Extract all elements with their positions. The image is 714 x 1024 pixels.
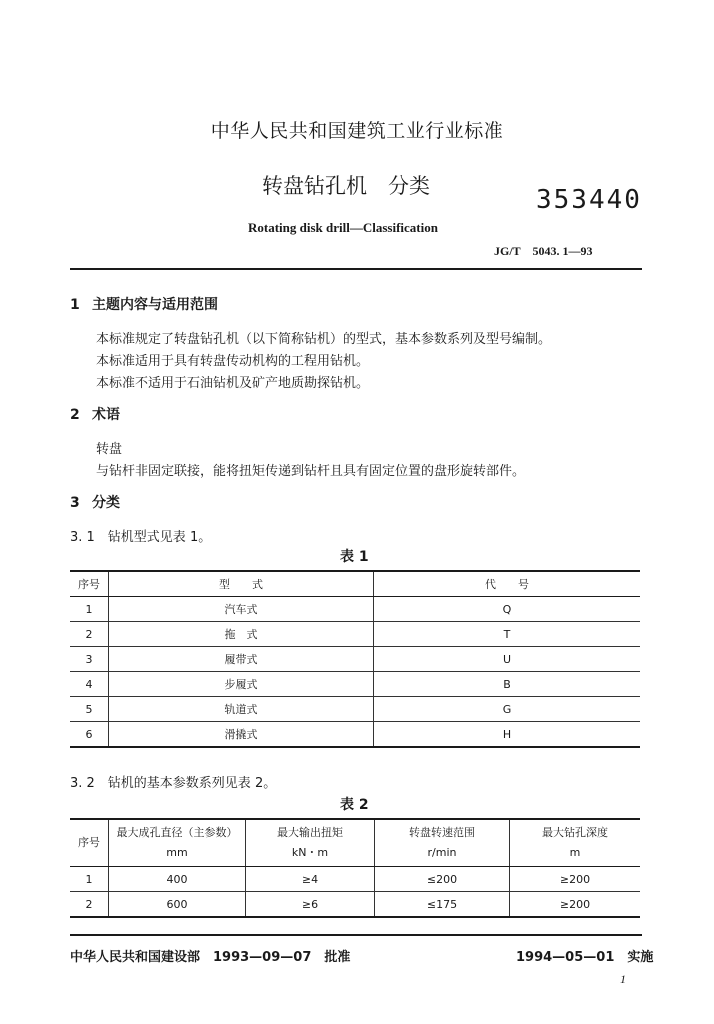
table-header-row: [70, 819, 640, 867]
section-1-paragraph: 本标准不适用于石油钻机及矿产地质勘探钻机。: [96, 376, 370, 391]
table-cell: H: [374, 722, 641, 748]
table-row: [70, 892, 640, 918]
section-1-title: 主题内容与适用范围: [92, 297, 218, 313]
table-cell: 滑撬式: [109, 722, 374, 748]
section-1-paragraph: 本标准规定了转盘钻孔机（以下简称钻机）的型式，基本参数系列及型号编制。: [96, 332, 552, 347]
table-1-caption: 表 1: [340, 549, 369, 565]
header-line: 转盘转速范围: [409, 826, 475, 839]
section-2-number: 2: [70, 407, 80, 423]
table-cell: G: [374, 697, 641, 722]
table-cell: ≤175: [375, 892, 510, 918]
header-unit: kN・m: [291, 846, 329, 859]
section-3-title: 分类: [92, 495, 120, 511]
table-cell: 400: [109, 867, 246, 892]
table-cell: T: [374, 622, 641, 647]
section-3-heading: [70, 492, 120, 512]
table-header-cell: 序号: [70, 571, 109, 597]
table-header-cell: [109, 819, 246, 867]
table-header-cell: [510, 819, 641, 867]
table-cell: 步履式: [109, 672, 374, 697]
table-cell: 3: [70, 647, 109, 672]
section-1-number: 1: [70, 297, 80, 313]
table-cell: 拖 式: [109, 622, 374, 647]
footer-issuer: 中华人民共和国建设部 1993—09—07 批准: [70, 950, 351, 965]
section-1-heading: [70, 294, 218, 314]
table-cell: 2: [70, 892, 109, 918]
document-title-cn: 转盘钻孔机 分类: [262, 174, 430, 198]
table-header-cell: [246, 819, 375, 867]
page-number: 1: [620, 972, 626, 986]
header-unit: mm: [166, 846, 188, 859]
section-3-number: 3: [70, 495, 80, 511]
table-header-row: [70, 571, 640, 597]
table-row: [70, 867, 640, 892]
table-cell: U: [374, 647, 641, 672]
table-cell: ≥200: [510, 867, 641, 892]
table-cell: 600: [109, 892, 246, 918]
header-line: 最大输出扭矩: [277, 826, 343, 839]
section-1-paragraph: 本标准适用于具有转盘传动机构的工程用钻机。: [96, 354, 370, 369]
section-2-title: 术语: [92, 407, 120, 423]
table-row: [70, 697, 640, 722]
footer-divider: [70, 934, 642, 936]
table-header-cell: 型 式: [109, 571, 374, 597]
table-cell: ≤200: [375, 867, 510, 892]
table-2-caption: 表 2: [340, 797, 369, 813]
table-cell: 汽车式: [109, 597, 374, 622]
table-cell: 履带式: [109, 647, 374, 672]
table-cell: B: [374, 672, 641, 697]
document-title-en: Rotating disk drill—Classification: [248, 220, 438, 235]
table-cell: 轨道式: [109, 697, 374, 722]
table-header-cell: [70, 819, 109, 867]
footer-effective-date: 1994—05—01 实施: [516, 950, 654, 965]
table-cell: Q: [374, 597, 641, 622]
organization-standard-header: 中华人民共和国建筑工业行业标准: [210, 120, 504, 142]
table-header-cell: [375, 819, 510, 867]
table-cell: 6: [70, 722, 109, 748]
term-definition: 与钻杆非固定联接，能将扭矩传递到钻杆且具有固定位置的盘形旋转部件。: [96, 464, 526, 479]
table-row: [70, 622, 640, 647]
section-2-heading: [70, 404, 120, 424]
table-1: [70, 570, 640, 748]
standard-number: 353440: [536, 185, 642, 215]
standard-code: JG/T 5043. 1—93: [494, 244, 593, 258]
table-cell: ≥6: [246, 892, 375, 918]
clause-3-1: 3. 1 钻机型式见表 1。: [70, 530, 212, 545]
table-cell: 5: [70, 697, 109, 722]
header-line: 最大钻孔深度: [542, 826, 608, 839]
header-unit: m: [569, 846, 581, 859]
table-cell: 2: [70, 622, 109, 647]
table-row: [70, 647, 640, 672]
clause-3-2: 3. 2 钻机的基本参数系列见表 2。: [70, 776, 277, 791]
table-cell: 1: [70, 867, 109, 892]
table-cell: ≥4: [246, 867, 375, 892]
table-row: [70, 722, 640, 748]
header-divider: [70, 268, 642, 270]
table-header-cell: 代 号: [374, 571, 641, 597]
header-unit: r/min: [427, 846, 457, 859]
term: 转盘: [96, 442, 123, 457]
table-cell: 1: [70, 597, 109, 622]
table-cell: ≥200: [510, 892, 641, 918]
header-line: 序号: [78, 836, 100, 849]
header-line: 最大成孔直径（主参数）: [116, 826, 238, 839]
table-2: [70, 818, 640, 918]
table-row: [70, 672, 640, 697]
table-cell: 4: [70, 672, 109, 697]
table-row: [70, 597, 640, 622]
